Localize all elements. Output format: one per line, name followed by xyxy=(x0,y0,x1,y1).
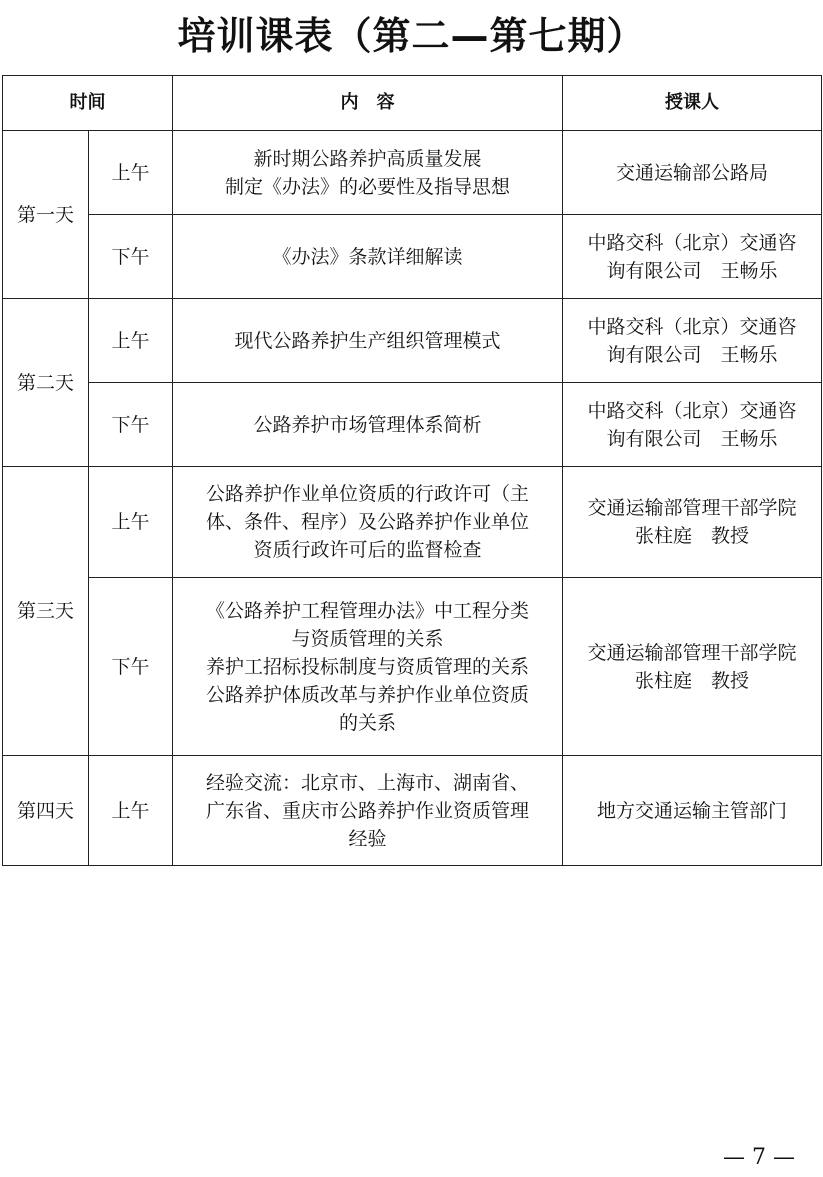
table-row xyxy=(3,299,822,383)
period-cell: 上午 xyxy=(89,299,173,383)
lecturer-cell xyxy=(563,467,822,578)
lecturer-line: 交通运输部管理干部学院 xyxy=(587,641,797,664)
table-row xyxy=(3,756,822,866)
content-cell xyxy=(173,467,563,578)
content-cell xyxy=(173,299,563,383)
lecturer-line: 询有限公司 王畅乐 xyxy=(606,259,778,282)
period-cell: 上午 xyxy=(89,756,173,866)
content-cell xyxy=(173,383,563,467)
content-line: 经验 xyxy=(348,827,387,850)
content-cell xyxy=(173,578,563,756)
content-line: 现代公路养护生产组织管理模式 xyxy=(234,329,501,352)
lecturer-cell xyxy=(563,756,822,866)
period-cell: 下午 xyxy=(89,383,173,467)
lecturer-line: 询有限公司 王畅乐 xyxy=(606,427,778,450)
table-row xyxy=(3,383,822,467)
period-cell: 上午 xyxy=(89,131,173,215)
day-cell: 第三天 xyxy=(3,467,89,756)
content-cell xyxy=(173,131,563,215)
lecturer-line: 交通运输部公路局 xyxy=(615,161,768,184)
lecturer-line: 地方交通运输主管部门 xyxy=(596,799,787,822)
content-line: 的关系 xyxy=(338,711,396,734)
lecturer-line: 交通运输部管理干部学院 xyxy=(587,497,797,519)
lecturer-line: 张柱庭 教授 xyxy=(634,525,749,547)
table-row xyxy=(3,215,822,299)
lecturer-line: 询有限公司 王畅乐 xyxy=(606,343,778,366)
lecturer-cell xyxy=(563,383,822,467)
period-cell: 下午 xyxy=(89,215,173,299)
page-number: — 7 — xyxy=(723,1145,795,1170)
content-line: 广东省、重庆市公路养护作业资质管理 xyxy=(205,799,529,822)
table-row xyxy=(3,131,822,215)
header-content: 内 容 xyxy=(173,76,563,131)
lecturer-line: 中路交科（北京）交通咨 xyxy=(587,231,797,254)
header-lecturer: 授课人 xyxy=(563,76,822,131)
period-cell: 下午 xyxy=(89,578,173,756)
content-line: 《公路养护工程管理办法》中工程分类 xyxy=(205,599,529,622)
content-line: 《办法》条款详细解读 xyxy=(272,245,463,268)
table-row xyxy=(3,467,822,578)
table-header-row xyxy=(3,76,822,131)
content-line: 新时期公路养护高质量发展 xyxy=(253,147,482,170)
content-line: 体、条件、程序）及公路养护作业单位 xyxy=(205,511,529,533)
page-title: 培训课表（第二—第七期） xyxy=(177,14,646,58)
day-cell: 第二天 xyxy=(3,299,89,467)
day-cell: 第一天 xyxy=(3,131,89,299)
header-time: 时间 xyxy=(3,76,173,131)
content-line: 制定《办法》的必要性及指导思想 xyxy=(224,175,510,198)
content-line: 资质行政许可后的监督检查 xyxy=(253,539,482,561)
lecturer-cell xyxy=(563,299,822,383)
content-cell xyxy=(173,756,563,866)
schedule-table xyxy=(2,75,822,866)
content-line: 公路养护市场管理体系简析 xyxy=(253,413,482,436)
content-line: 公路养护体质改革与养护作业单位资质 xyxy=(205,683,529,706)
content-line: 与资质管理的关系 xyxy=(291,627,444,650)
period-cell: 上午 xyxy=(89,467,173,578)
lecturer-line: 中路交科（北京）交通咨 xyxy=(587,315,797,338)
content-line: 公路养护作业单位资质的行政许可（主 xyxy=(205,483,529,505)
lecturer-line: 中路交科（北京）交通咨 xyxy=(587,399,797,422)
content-line: 经验交流：北京市、上海市、湖南省、 xyxy=(205,771,529,794)
lecturer-cell xyxy=(563,131,822,215)
lecturer-line: 张柱庭 教授 xyxy=(634,669,749,692)
content-line: 养护工招标投标制度与资质管理的关系 xyxy=(205,655,529,678)
lecturer-cell xyxy=(563,578,822,756)
content-cell xyxy=(173,215,563,299)
lecturer-cell xyxy=(563,215,822,299)
day-cell: 第四天 xyxy=(3,756,89,866)
table-row xyxy=(3,578,822,756)
